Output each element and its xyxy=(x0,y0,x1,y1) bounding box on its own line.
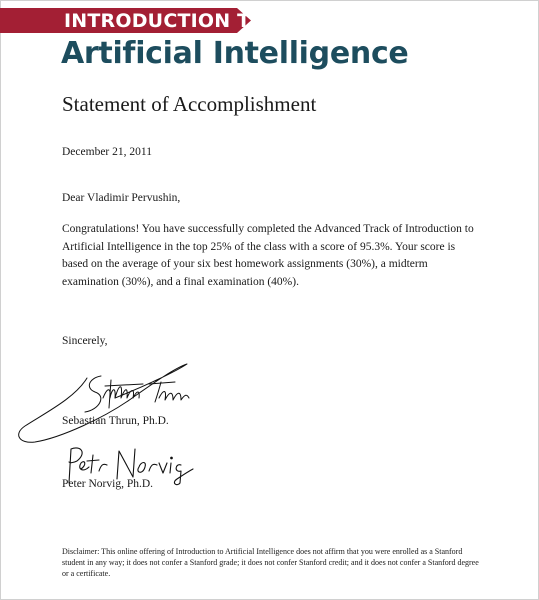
document-date: December 21, 2011 xyxy=(62,146,152,158)
disclaimer: Disclaimer: This online offering of Introduction to Artificial Intelligence does not affirm that you were enrolled as a Stanford student in any way; it does not confer a Stanford grade; it does not confer Stanford credit; and it does not confer a Stanford degree or a certificate. xyxy=(62,547,479,578)
body-paragraph: Congratulations! You have successfully completed the Advanced Track of Introduction to Artificial Intelligence in the top 25% of the class with a score of 95.3%. Your score is based on the average of your six best homework assignments (30%), a midterm examination (30%), and a final examination (40%). xyxy=(62,223,474,288)
greeting: Dear Vladimir Pervushin, xyxy=(62,192,181,204)
course-title: Artificial Intelligence xyxy=(61,36,409,71)
document-heading: Statement of Accomplishment xyxy=(62,92,317,116)
signer-thrun-name: Sebastian Thrun, Ph.D. xyxy=(62,415,169,427)
signer-norvig-name: Peter Norvig, Ph.D. xyxy=(62,478,154,490)
banner-text: INTRODUCTION TO xyxy=(64,10,267,32)
closing: Sincerely, xyxy=(62,335,108,347)
signature-thrun xyxy=(15,358,195,453)
